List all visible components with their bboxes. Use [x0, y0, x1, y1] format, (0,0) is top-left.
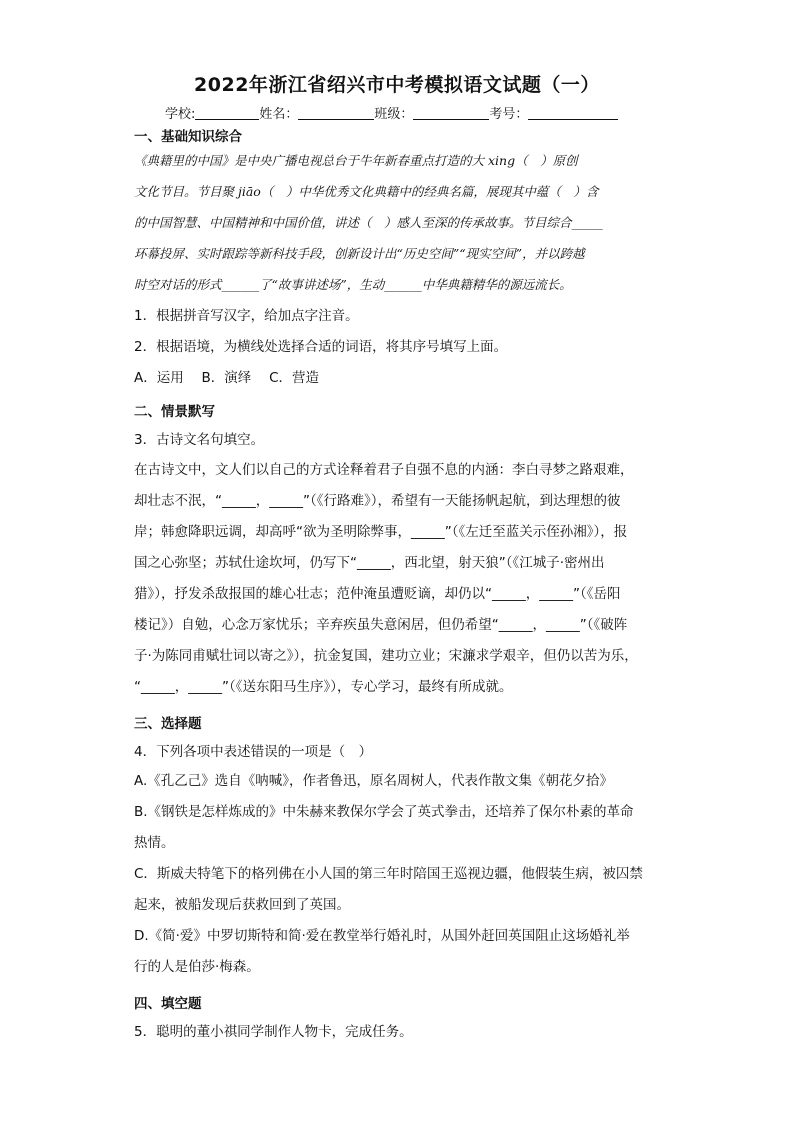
passage-intro — [134, 145, 658, 300]
passage-line: 岸；韩愈降职远调，却高呼“欲为圣明除弊事，_____”（《左迁至蓝关示侄孙湘》），报 — [134, 524, 628, 540]
passage-line: 却壮志不泯，“_____，_____”（《行路难》），希望有一天能扬帆起航，到达理想的彼 — [134, 493, 621, 509]
passage-line: 《典籍里的中国》是中央广播电视总台于牛年新春重点打造的大 xing（ ）原创 — [134, 153, 578, 168]
school-blank[interactable] — [195, 106, 259, 120]
name-label: 姓名： — [259, 107, 299, 122]
question-4: 4．下列各项中表述错误的一项是（ ） — [134, 744, 373, 760]
section-heading-choice: 三、选择题 — [134, 716, 202, 732]
question-1: 1．根据拼音写汉字，给加点字注音。 — [134, 308, 359, 324]
passage-line: 子·为陈同甫赋壮词以寄之》），抗金复国，建功立业；宋濂求学艰辛，但仍以苦为乐， — [134, 648, 638, 664]
question-2-options: A．运用 B．演绎 C．营造 — [134, 370, 320, 386]
class-blank[interactable] — [413, 106, 489, 120]
passage-line: 的中国智慧、中国精神和中国价值，讲述（ ）感人至深的传承故事。节目综合_____ — [134, 215, 603, 230]
option-line[interactable]: 行的人是伯莎·梅森。 — [134, 959, 260, 975]
option-line[interactable]: D.《简·爱》中罗切斯特和简·爱在教堂举行婚礼时，从国外赶回英国阻止这场婚礼举 — [134, 928, 630, 944]
number-label: 考号： — [489, 107, 529, 122]
question-2: 2．根据语境，为横线处选择合适的词语，将其序号填写上面。 — [134, 339, 508, 355]
option-line[interactable]: 热情。 — [134, 835, 175, 851]
section-heading-fill: 四、填空题 — [134, 996, 202, 1012]
passage-line: 猎》），抒发杀敌报国的雄心壮志；范仲淹虽遭贬谪，却仍以“_____，_____”（《岳阳 — [134, 586, 621, 602]
student-info-row — [165, 103, 618, 122]
option-line[interactable]: B.《钢铁是怎样炼成的》中朱赫来教保尔学会了英式拳击，还培养了保尔朴素的革命 — [134, 804, 634, 820]
question-5: 5．聪明的董小祺同学制作人物卡，完成任务。 — [134, 1024, 413, 1040]
passage-line: 时空对话的形式______了“故事讲述场”，生动______中华典籍精华的源远流长。 — [134, 277, 572, 292]
option-line[interactable]: C．斯威夫特笔下的格列佛在小人国的第三年时陪国王巡视边疆，他假装生病，被囚禁 — [134, 866, 643, 882]
question-4-options — [134, 766, 662, 983]
passage-line: 在古诗文中，文人们以自己的方式诠释着君子自强不息的内涵：李白寻梦之路艰难， — [134, 462, 634, 478]
option-line[interactable]: A.《孔乙己》选自《呐喊》，作者鲁迅，原名周树人，代表作散文集《朝花夕拾》 — [134, 773, 614, 789]
option-line[interactable]: 起来，被船发现后获救回到了英国。 — [134, 897, 350, 913]
passage-line: 文化节目。节目聚 jiāo（ ）中华优秀文化典籍中的经典名篇，展现其中蕴（ ）含 — [134, 184, 599, 199]
passage-poetry — [134, 455, 662, 703]
exam-title: 2022年浙江省绍兴市中考模拟语文试题（一） — [194, 74, 600, 96]
question-3: 3．古诗文名句填空。 — [134, 432, 265, 448]
section-heading-basic: 一、基础知识综合 — [134, 129, 242, 145]
section-heading-recitation: 二、情景默写 — [134, 404, 215, 420]
name-blank[interactable] — [298, 106, 374, 120]
passage-line: 楼记》）自勉，心念万家忧乐；辛弃疾虽失意闲居，但仍希望“_____，_____”（《破阵 — [134, 617, 628, 633]
school-label: 学校: — [165, 107, 196, 122]
class-label: 班级： — [374, 107, 414, 122]
passage-line: “_____，_____”（《送东阳马生序》），专心学习，最终有所成就。 — [134, 679, 513, 695]
number-blank[interactable] — [528, 106, 618, 120]
passage-line: 环幕投屏、实时跟踪等新科技手段，创新设计出“历史空间”“现实空间”，并以跨越 — [134, 246, 585, 261]
passage-line: 国之心弥坚；苏轼仕途坎坷，仍写下“_____，西北望，射天狼”（《江城子·密州出 — [134, 555, 605, 571]
